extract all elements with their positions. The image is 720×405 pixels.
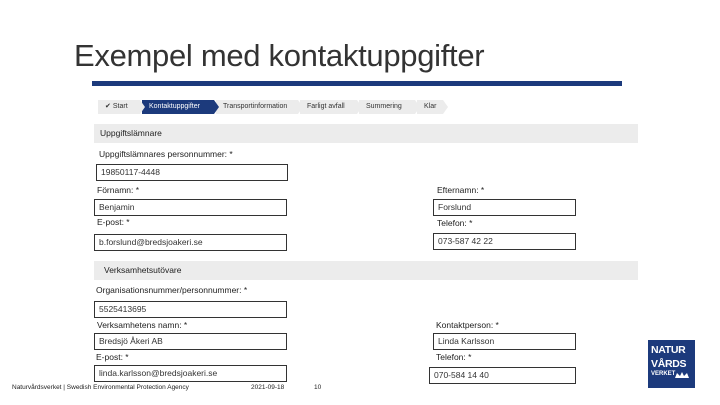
slide-title: Exempel med kontaktuppgifter [74,38,485,73]
step-label: Transportinformation [223,103,288,110]
naturvardsverket-logo: NATUR VÅRDS VERKET [648,340,695,388]
orgnr-input[interactable]: 5525413695 [94,301,287,318]
kontaktperson-input[interactable]: Linda Karlsson [433,333,576,350]
footer-date: 2021-09-18 [251,384,285,391]
verksamhet-epost-label: E-post: * [96,352,129,362]
step-label: Summering [366,103,402,110]
telefon-label: Telefon: * [437,218,473,228]
epost-input[interactable]: b.forslund@bredsjoakeri.se [94,234,287,251]
footer-organization: Naturvårdsverket | Swedish Environmental Protection Agency [12,384,189,391]
fornamn-label: Förnamn: * [97,185,140,195]
efternamn-label: Efternamn: * [437,185,485,195]
checkmark-icon: ✔ [105,103,111,110]
fornamn-input[interactable]: Benjamin [94,199,287,216]
verksamhet-namn-input[interactable]: Bredsjö Åkeri AB [94,333,287,350]
title-divider [92,81,622,86]
step-summering[interactable] [359,100,415,114]
verksamhet-telefon-label: Telefon: * [436,352,472,362]
section-header-uppgiftslamnare: Uppgiftslämnare [94,124,638,143]
crown-icon [674,371,690,379]
kontaktperson-label: Kontaktperson: * [436,320,499,330]
personnummer-label: Uppgiftslämnares personnummer: * [99,149,233,159]
step-label: Klar [424,103,437,110]
step-start[interactable] [98,100,140,114]
step-label: Kontaktuppgifter [149,103,200,110]
step-farligt-avfall[interactable] [300,100,357,114]
verksamhet-namn-label: Verksamhetens namn: * [97,320,188,330]
step-label: Start [112,103,128,110]
footer-page-number: 10 [314,384,322,391]
verksamhet-epost-input[interactable]: linda.karlsson@bredsjoakeri.se [94,365,287,382]
section-header-verksamhetsutovare: Verksamhetsutövare [94,261,638,280]
orgnr-label: Organisationsnummer/personnummer: * [96,285,248,295]
step-klar[interactable] [417,100,443,114]
telefon-input[interactable]: 073-587 42 22 [433,233,576,250]
personnummer-input[interactable]: 19850117-4448 [96,164,288,181]
step-kontaktuppgifter[interactable] [142,100,214,114]
verksamhet-telefon-input[interactable]: 070-584 14 40 [429,367,576,384]
step-transportinformation[interactable] [216,100,298,114]
epost-label: E-post: * [97,217,130,227]
step-label: Farligt avfall [307,103,345,110]
efternamn-input[interactable]: Forslund [433,199,576,216]
progress-stepper [98,100,445,114]
